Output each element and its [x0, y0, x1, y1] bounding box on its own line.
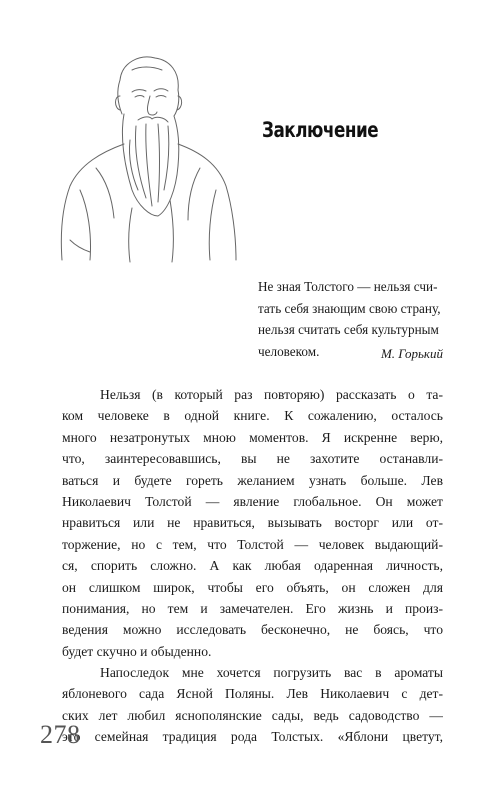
body-line: Нельзя (в который раз повторяю) рассказать о та-: [100, 387, 443, 402]
tolstoy-portrait-sketch: [40, 40, 250, 270]
epigraph-line: Не зная Толстого — нельзя счи-: [258, 279, 438, 294]
body-line: ваться и будете гореть желанием узнать больше. Лев: [62, 472, 443, 488]
body-text: [62, 384, 443, 748]
body-line: ком человеке в одной книге. К сожалению, осталось: [62, 408, 443, 424]
body-line: он слишком широк, чтобы его объять, он сложен для: [62, 579, 443, 595]
body-line: много незатронутых мною моментов. Я искренне верю,: [62, 429, 443, 445]
epigraph-author: М. Горький: [380, 346, 443, 361]
body-line: ских лет любил яснополянские сады, ведь садоводство —: [62, 707, 443, 723]
body-line: будет скучно и обыденно.: [62, 643, 212, 659]
body-line: понимания, но тем и замечателен. Его жизнь и произ-: [62, 600, 443, 616]
epigraph-line: человеком.: [258, 343, 320, 359]
chapter-title: Заключение: [262, 118, 379, 142]
body-line: ся, спорить сложно. А как любая одаренная личность,: [62, 558, 443, 574]
body-line: что, заинтересовавшись, вы не захотите останавли-: [62, 451, 443, 467]
body-line: яблоневого сада Ясной Поляны. Лев Николаевич с дет-: [62, 686, 443, 702]
page-number: 278: [40, 720, 81, 749]
body-line: нравиться или не нравиться, вызывать восторг или от-: [62, 515, 443, 531]
epigraph-line: тать себя знающим свою страну,: [258, 300, 441, 316]
body-line: торжение, но с тем, что Толстой — человек выдающий-: [62, 536, 443, 552]
body-line: это семейная традиция рода Толстых. «Яблони цветут,: [62, 729, 443, 745]
body-line: ведения можно исследовать бесконечно, не боясь, что: [62, 622, 443, 638]
epigraph-line: нельзя считать себя культурным: [258, 322, 439, 337]
body-line: Николаевич Толстой — явление глобальное. Он может: [62, 493, 443, 509]
body-line: Напоследок мне хочется погрузить вас в ароматы: [100, 665, 443, 681]
